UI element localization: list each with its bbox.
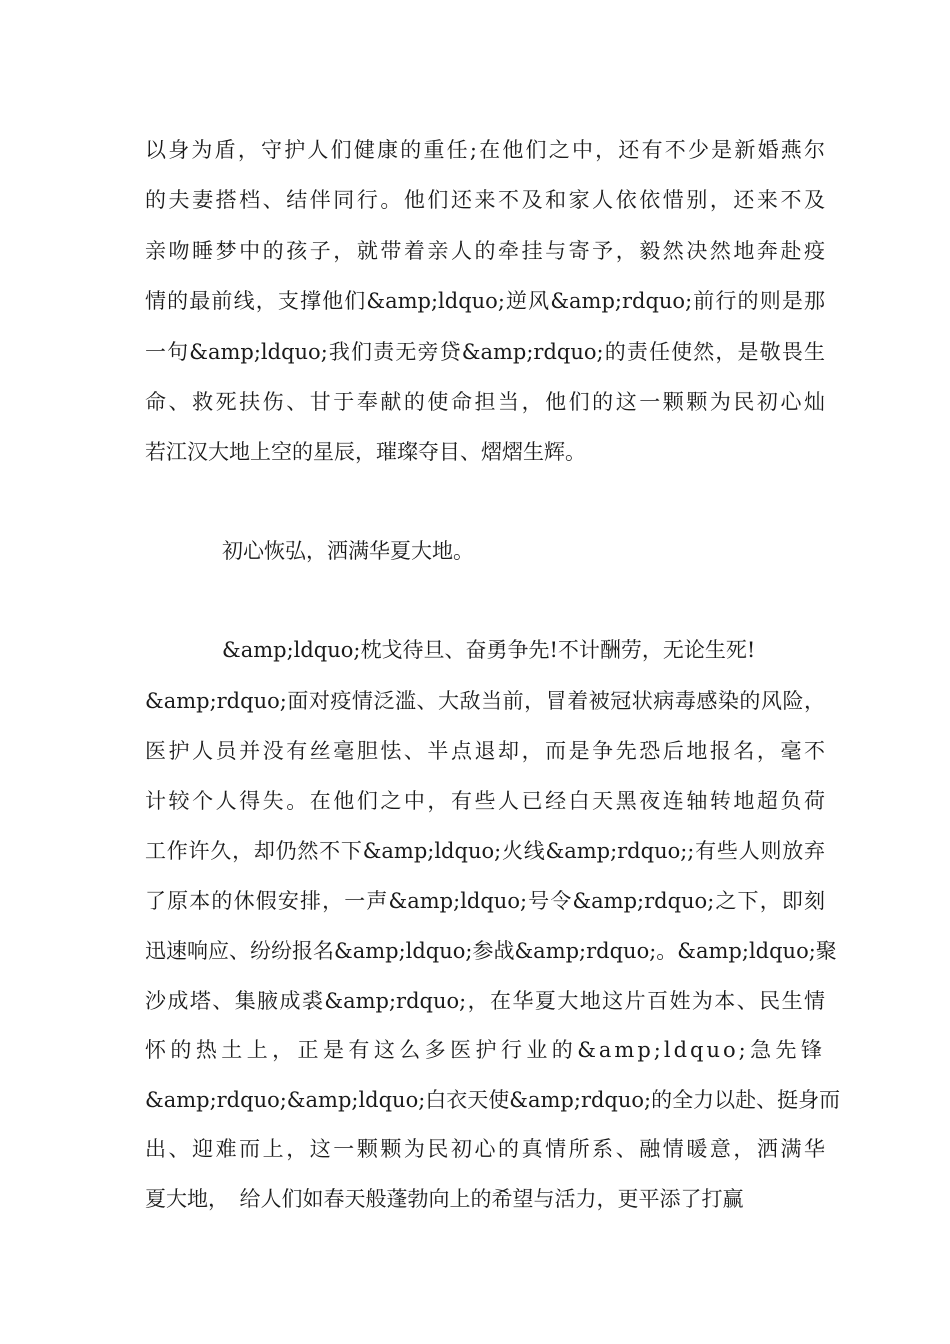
paragraph-2-line: &amp;rdquo;面对疫情泛滥、大敌当前，冒着被冠状病毒感染的风险， [145,689,825,713]
paragraph-1-line: 一句&amp;ldquo;我们责无旁贷&amp;rdquo;的责任使然，是敬畏生 [145,340,825,364]
paragraph-2-line: 医护人员并没有丝毫胆怯、半点退却，而是争先恐后地报名，毫不 [145,739,825,763]
paragraph-1-line: 以身为盾，守护人们健康的重任;在他们之中，还有不少是新婚燕尔 [145,138,825,162]
paragraph-1-line: 若江汉大地上空的星辰，璀璨夺目、熠熠生辉。 [145,440,586,464]
paragraph-1-line: 情的最前线，支撑他们&amp;ldquo;逆风&amp;rdquo;前行的则是那 [145,289,825,313]
section-heading: 初心恢弘，洒满华夏大地。 [222,539,474,563]
paragraph-2-line: 沙成塔、集腋成裘&amp;rdquo;，在华夏大地这片百姓为本、民生情 [145,989,825,1013]
paragraph-2-line: 计较个人得失。在他们之中，有些人已经白天黑夜连轴转地超负荷 [145,789,825,813]
paragraph-2-line: 夏大地， 给人们如春天般蓬勃向上的希望与活力，更平添了打赢 [145,1187,744,1211]
paragraph-1-line: 的夫妻搭档、结伴同行。他们还来不及和家人依依惜别，还来不及 [145,188,825,212]
paragraph-2-line: &amp;rdquo;&amp;ldquo;白衣天使&amp;rdquo;的全力以赴、挺身而 [145,1088,841,1112]
paragraph-2-line: 迅速响应、纷纷报名&amp;ldquo;参战&amp;rdquo;。&amp;ldquo;聚 [145,939,837,963]
paragraph-2-line: 出、迎难而上，这一颗颗为民初心的真情所系、融情暖意，洒满华 [145,1137,825,1161]
paragraph-1-line: 命、救死扶伤、甘于奉献的使命担当，他们的这一颗颗为民初心灿 [145,390,825,414]
paragraph-2-line: &amp;ldquo;枕戈待旦、奋勇争先!不计酬劳，无论生死! [222,638,756,662]
paragraph-2-line: 怀的热土上，正是有这么多医护行业的&amp;ldquo;急先锋 [145,1038,825,1062]
paragraph-2-line: 了原本的休假安排，一声&amp;ldquo;号令&amp;rdquo;之下，即刻 [145,889,825,913]
paragraph-1-line: 亲吻睡梦中的孩子，就带着亲人的牵挂与寄予，毅然决然地奔赴疫 [145,239,825,263]
paragraph-2-line: 工作许久，却仍然不下&amp;ldquo;火线&amp;rdquo;;有些人则放弃 [145,839,825,863]
